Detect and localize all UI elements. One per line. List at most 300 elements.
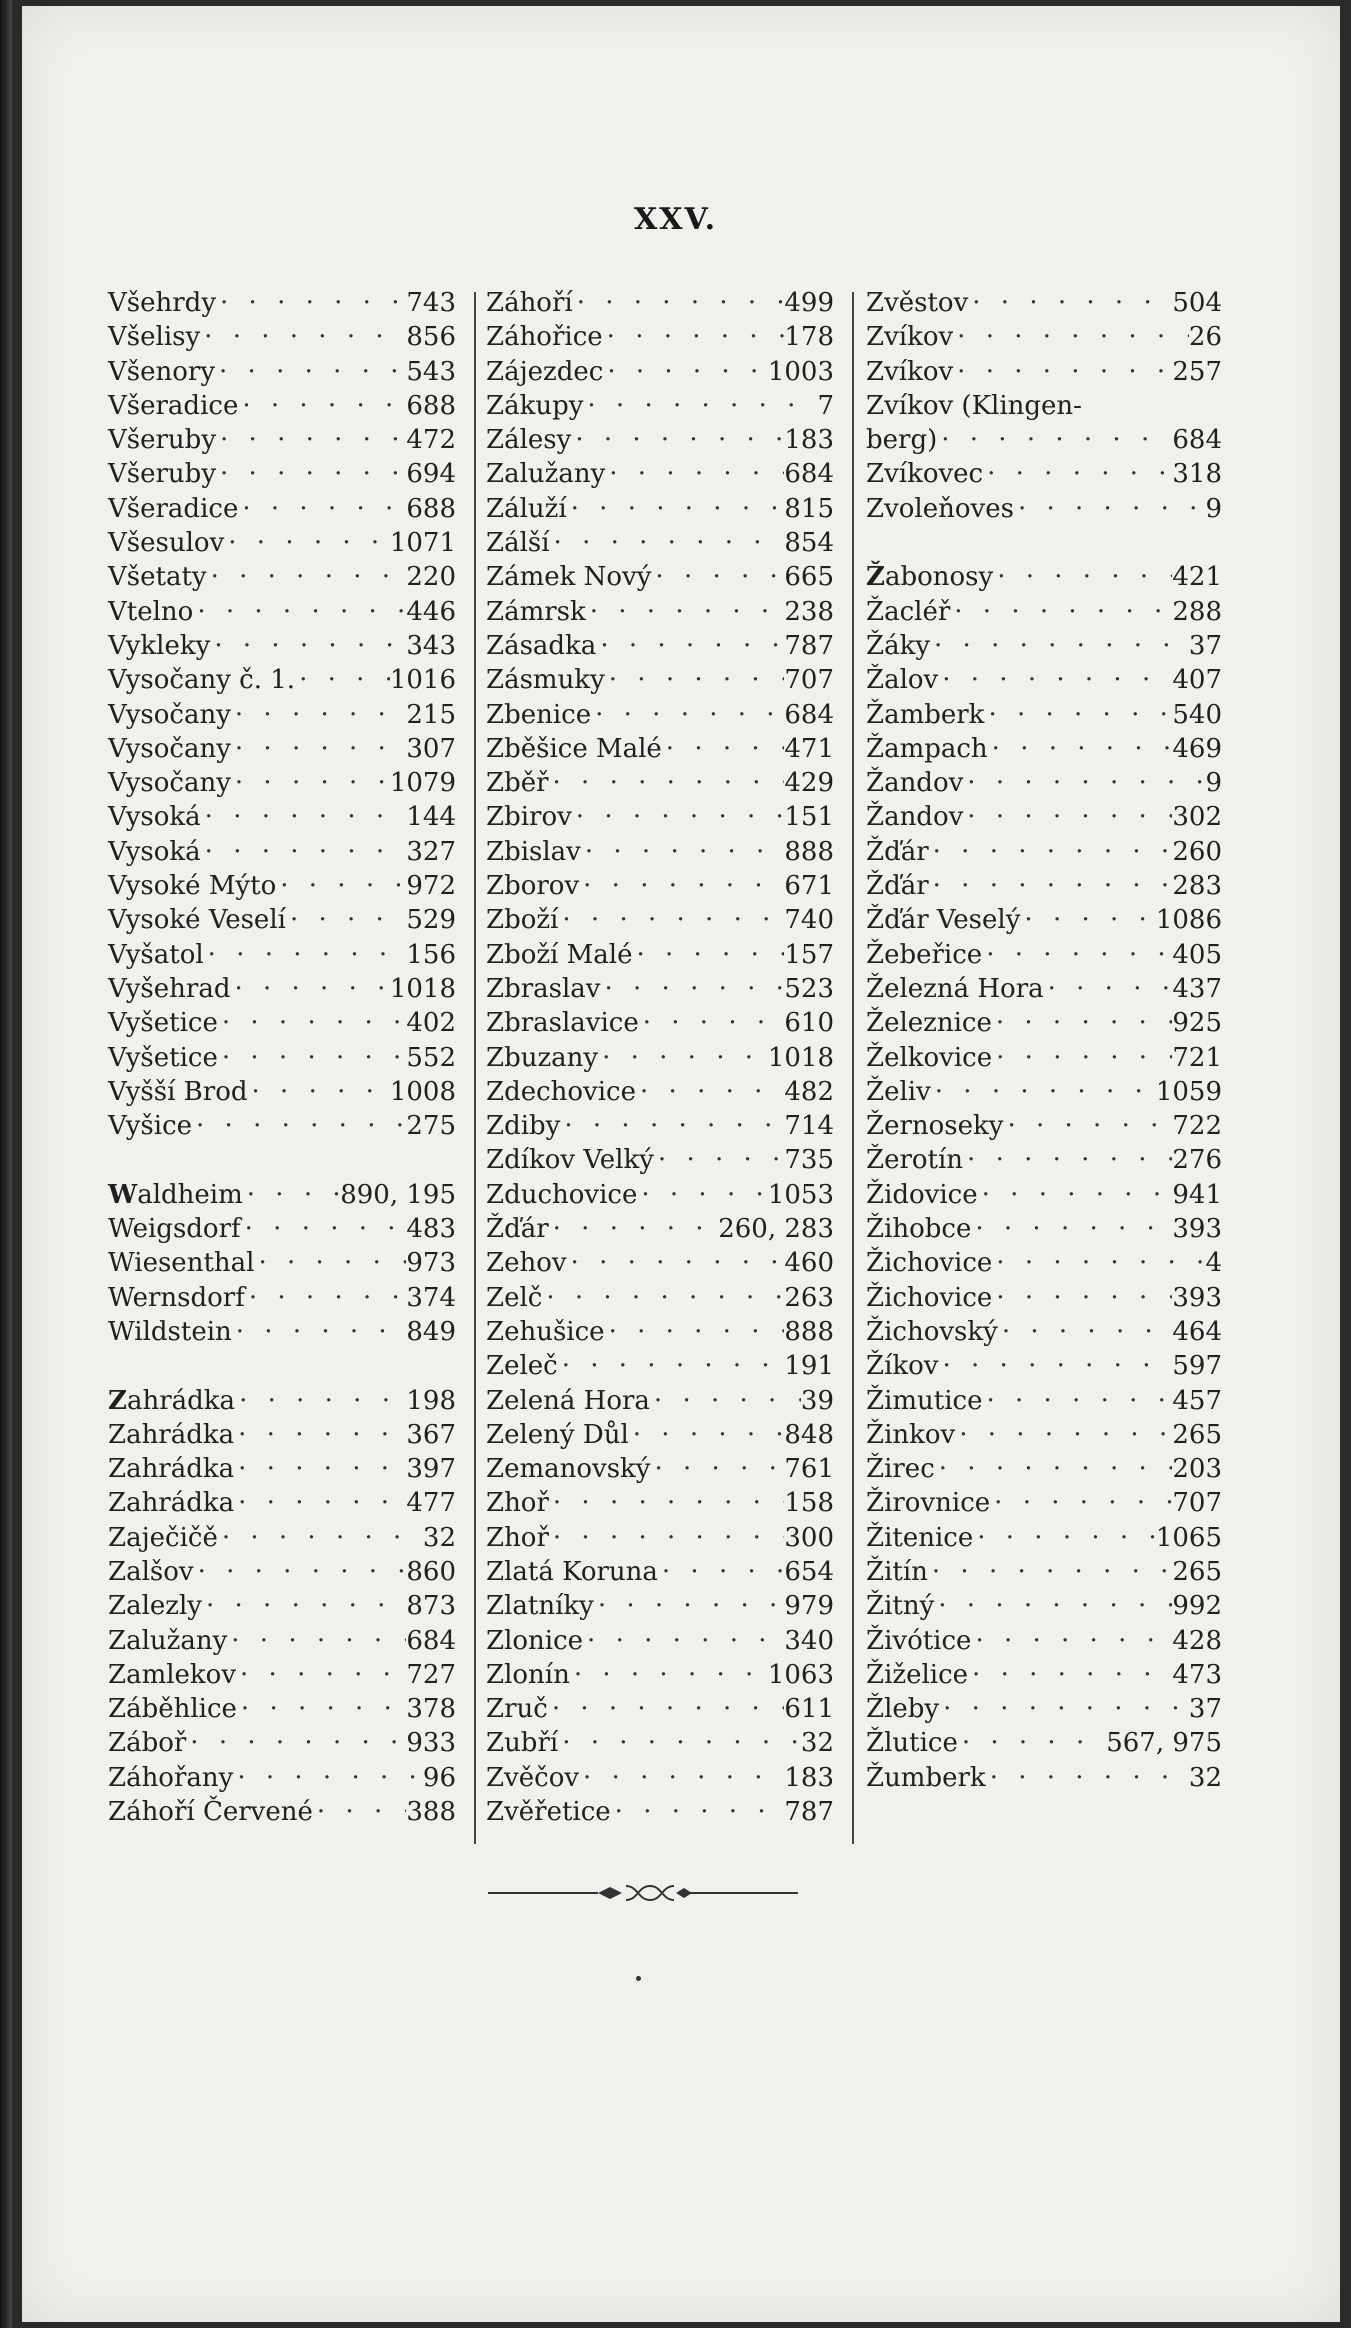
leader-dots <box>207 560 407 594</box>
index-entry <box>866 1692 1222 1726</box>
index-entry <box>108 800 456 834</box>
leader-dots <box>1014 492 1206 526</box>
index-entry <box>108 1281 456 1315</box>
page-reference: 735 <box>784 1145 834 1176</box>
index-entry <box>486 938 834 972</box>
place-name: Zvěřetice <box>486 1797 611 1828</box>
leader-dots <box>194 1555 407 1589</box>
place-name: Zalužany <box>486 459 606 490</box>
leader-dots <box>637 1178 767 1212</box>
index-entry <box>486 1521 834 1555</box>
place-name: Zduchovice <box>486 1179 638 1210</box>
page-reference: 1059 <box>1155 1076 1222 1107</box>
page-reference: 429 <box>784 768 834 799</box>
leader-dots <box>313 1795 406 1829</box>
place-name: Zdechovice <box>486 1076 637 1107</box>
leader-dots <box>982 938 1172 972</box>
leader-dots <box>558 1726 801 1760</box>
index-entry <box>108 1041 456 1075</box>
leader-dots <box>238 492 406 526</box>
place-name: Vysočany <box>108 768 231 799</box>
index-entry <box>108 1486 456 1520</box>
leader-dots <box>570 1658 768 1692</box>
leader-dots <box>937 423 1172 457</box>
leader-dots <box>1082 389 1222 423</box>
leader-dots <box>234 1418 406 1452</box>
index-entry <box>108 835 456 869</box>
place-name: Zbirov <box>486 802 572 833</box>
leader-dots <box>963 1143 1172 1177</box>
index-entry <box>866 355 1222 389</box>
place-name: Zalužany <box>108 1625 228 1656</box>
footer-ornament <box>488 1882 798 1904</box>
column-divider-1 <box>474 292 476 1844</box>
index-entry <box>486 1246 834 1280</box>
place-name: Zbraslavice <box>486 1008 639 1039</box>
place-name: Zbuzany <box>486 1042 599 1073</box>
place-name: Všeradice <box>108 390 239 421</box>
page-reference: 469 <box>1172 733 1222 764</box>
place-name: Zahrádka <box>108 1419 235 1450</box>
index-entry <box>486 1349 834 1383</box>
page-reference: 483 <box>406 1214 456 1245</box>
place-name: Zahrádka <box>108 1385 236 1416</box>
page-reference: 854 <box>784 528 834 559</box>
index-entry <box>108 903 456 937</box>
leader-dots <box>963 800 1172 834</box>
place-name: Zamlekov <box>108 1659 237 1690</box>
page-reference: 437 <box>1172 973 1222 1004</box>
page-reference: 567, 975 <box>1106 1728 1222 1759</box>
leader-dots <box>971 1212 1172 1246</box>
index-entry <box>108 1658 456 1692</box>
page-reference: 151 <box>784 802 834 833</box>
index-entry <box>486 355 834 389</box>
page-reference: 183 <box>784 1762 834 1793</box>
leader-dots <box>658 1555 784 1589</box>
index-entry <box>486 389 834 423</box>
page-reference: 671 <box>784 871 834 902</box>
index-entry <box>108 560 456 594</box>
index-entry <box>866 663 1222 697</box>
place-name: Záhořany <box>108 1762 234 1793</box>
page-reference: 722 <box>1172 1111 1222 1142</box>
page-reference: 340 <box>784 1625 834 1656</box>
index-entry <box>486 320 834 354</box>
page-reference: 1003 <box>767 356 834 387</box>
place-name: Záhoří <box>486 288 573 318</box>
place-name: Vyšetice <box>108 1042 218 1073</box>
page-reference: 32 <box>800 1728 834 1759</box>
index-entry <box>486 1418 834 1452</box>
index-entry <box>108 732 456 766</box>
leader-dots <box>216 457 406 491</box>
leader-dots <box>567 1246 785 1280</box>
page-reference: 307 <box>406 733 456 764</box>
page-reference: 873 <box>406 1591 456 1622</box>
place-name: Zásmuky <box>486 665 605 696</box>
place-name: Žinkov <box>866 1419 956 1450</box>
page-reference: 215 <box>406 699 456 730</box>
page-reference: 471 <box>784 733 834 764</box>
leader-dots <box>581 835 784 869</box>
place-name: Vysoké Mýto <box>108 871 277 902</box>
place-name: Weigsdorf <box>108 1214 241 1245</box>
leader-dots <box>201 835 407 869</box>
leader-dots <box>992 1246 1205 1280</box>
leader-dots <box>550 526 785 560</box>
leader-dots <box>651 560 784 594</box>
leader-dots <box>605 663 785 697</box>
page-reference: 457 <box>1172 1385 1222 1416</box>
leader-dots <box>295 663 390 697</box>
place-name: Zhoř <box>486 1522 549 1553</box>
place-name: Žichovice <box>866 1248 993 1279</box>
page-reference: 446 <box>406 596 456 627</box>
index-entry <box>866 732 1222 766</box>
page-reference: 787 <box>784 1797 834 1828</box>
leader-dots <box>230 972 389 1006</box>
leader-dots <box>186 1726 406 1760</box>
index-column-1 <box>108 286 456 1829</box>
page-reference: 265 <box>1172 1556 1222 1587</box>
index-entry <box>486 1041 834 1075</box>
place-name: Zámek Nový <box>486 562 652 593</box>
leader-dots <box>928 1555 1172 1589</box>
index-entry <box>866 1384 1222 1418</box>
leader-dots <box>549 1521 784 1555</box>
section-spacer <box>866 526 1222 560</box>
leader-dots <box>286 903 406 937</box>
leader-dots <box>603 355 768 389</box>
page-reference: 4 <box>1205 1248 1222 1279</box>
index-entry <box>108 972 456 1006</box>
page-reference: 7 <box>817 390 834 421</box>
leader-dots <box>579 1761 784 1795</box>
page-reference: 1086 <box>1155 905 1222 936</box>
page-reference: 707 <box>784 665 834 696</box>
index-entry <box>486 698 834 732</box>
index-entry <box>486 972 834 1006</box>
index-entry <box>486 1315 834 1349</box>
index-entry <box>108 1212 456 1246</box>
page-reference: 543 <box>406 356 456 387</box>
leader-dots <box>594 1589 785 1623</box>
leader-dots <box>579 869 784 903</box>
index-entry <box>866 1109 1222 1143</box>
leader-dots <box>216 423 406 457</box>
index-entry <box>486 1486 834 1520</box>
leader-dots <box>224 526 390 560</box>
place-name: Zehušice <box>486 1316 605 1347</box>
place-name: Židovice <box>866 1179 978 1210</box>
leader-dots <box>973 1521 1156 1555</box>
page-reference: 191 <box>784 1351 834 1382</box>
leader-dots <box>549 1486 784 1520</box>
index-entry <box>866 1658 1222 1692</box>
index-entry <box>108 1418 456 1452</box>
place-name: Zelená Hora <box>486 1385 650 1416</box>
index-entry <box>486 595 834 629</box>
place-name: Žandov <box>866 802 964 833</box>
leader-dots <box>204 938 407 972</box>
leader-dots <box>992 1006 1172 1040</box>
index-entry <box>486 1178 834 1212</box>
index-entry <box>486 869 834 903</box>
page-reference: 402 <box>406 1008 456 1039</box>
place-name: Žernoseky <box>866 1111 1004 1142</box>
index-column-2 <box>486 286 834 1829</box>
index-entry <box>486 800 834 834</box>
leader-dots <box>971 1624 1172 1658</box>
page-reference: 1018 <box>389 973 456 1004</box>
index-entry <box>486 663 834 697</box>
page-reference: 263 <box>784 1282 834 1313</box>
page-reference: 761 <box>784 1454 834 1485</box>
leader-dots <box>276 869 406 903</box>
page-reference: 714 <box>784 1111 834 1142</box>
index-entry <box>108 1521 456 1555</box>
page-reference: 477 <box>406 1488 456 1519</box>
page-reference: 856 <box>406 322 456 353</box>
place-name: Zálesy <box>486 425 572 456</box>
index-entry <box>486 423 834 457</box>
leader-dots <box>232 1315 407 1349</box>
index-entry <box>108 389 456 423</box>
leader-dots <box>231 732 406 766</box>
leader-dots <box>558 903 784 937</box>
place-name: Zaječičě <box>108 1522 218 1553</box>
place-name: Zruč <box>486 1694 548 1725</box>
place-name: Zboží Malé <box>486 939 633 970</box>
page-reference: 158 <box>784 1488 834 1519</box>
page-reference: 740 <box>784 905 834 936</box>
index-entry <box>108 663 456 697</box>
page-reference: 1053 <box>767 1179 834 1210</box>
place-name: Zvíkov (Klingen- <box>866 390 1082 421</box>
index-entry <box>486 1761 834 1795</box>
index-entry <box>866 1418 1222 1452</box>
leader-dots <box>248 1075 390 1109</box>
place-name: Vyšehrad <box>108 973 231 1004</box>
place-name: Zeleč <box>486 1351 558 1382</box>
place-name: Žacléř <box>866 596 951 627</box>
leader-dots <box>998 1315 1173 1349</box>
page-reference: 276 <box>1172 1145 1222 1176</box>
leader-dots <box>929 869 1173 903</box>
place-name: Žďár <box>486 1214 549 1245</box>
index-entry <box>866 1521 1222 1555</box>
place-name: Žandov <box>866 768 964 799</box>
place-name: Zvíkovec <box>866 459 984 490</box>
leader-dots <box>572 800 785 834</box>
place-name: Zhoř <box>486 1488 549 1519</box>
page-reference: 9 <box>1205 493 1222 524</box>
index-entry <box>486 766 834 800</box>
leader-dots <box>611 1795 785 1829</box>
index-entry <box>866 1075 1222 1109</box>
place-name: Žabonosy <box>866 562 994 593</box>
index-entry <box>108 492 456 526</box>
index-entry <box>486 1075 834 1109</box>
place-name: Všeradice <box>108 493 239 524</box>
page-reference: 26 <box>1188 322 1222 353</box>
index-entry <box>486 526 834 560</box>
page-reference: 393 <box>1172 1282 1222 1313</box>
place-name: Záběhlice <box>108 1694 237 1725</box>
place-name: Žáky <box>866 630 931 661</box>
page-reference: 472 <box>406 425 456 456</box>
page-reference: 198 <box>406 1385 456 1416</box>
index-entry <box>866 1624 1222 1658</box>
place-name: Všeruby <box>108 459 217 490</box>
index-entry <box>866 1006 1222 1040</box>
page-reference: 888 <box>784 836 834 867</box>
place-name: Žirovnice <box>866 1488 991 1519</box>
index-entry <box>486 1143 834 1177</box>
index-entry <box>486 1452 834 1486</box>
place-name: Železná Hora <box>866 973 1044 1004</box>
page-reference: 238 <box>784 596 834 627</box>
page-reference: 973 <box>406 1248 456 1279</box>
leader-dots <box>200 320 406 354</box>
page-reference: 265 <box>1172 1419 1222 1450</box>
index-entry <box>866 1212 1222 1246</box>
leader-dots <box>192 1109 406 1143</box>
leader-dots <box>573 286 785 320</box>
leader-dots <box>938 663 1172 697</box>
page-reference: 300 <box>784 1522 834 1553</box>
footer-dot <box>636 1976 641 1981</box>
place-name: Zahrádka <box>108 1488 235 1519</box>
leader-dots <box>983 1384 1173 1418</box>
page-reference: 849 <box>406 1316 456 1347</box>
leader-dots <box>227 1624 406 1658</box>
place-name: Žichovský <box>866 1316 998 1347</box>
leader-dots <box>237 1692 406 1726</box>
index-entry <box>108 526 456 560</box>
index-entry <box>866 1143 1222 1177</box>
place-name: Žitný <box>866 1591 935 1622</box>
place-name: Zemanovský <box>486 1454 651 1485</box>
leader-dots <box>955 1418 1172 1452</box>
index-entry <box>486 457 834 491</box>
page-reference: 727 <box>406 1659 456 1690</box>
leader-dots <box>598 1041 768 1075</box>
index-entry <box>866 457 1222 491</box>
page-reference: 260 <box>1172 836 1222 867</box>
index-entry <box>866 1761 1222 1795</box>
leader-dots <box>583 389 817 423</box>
leader-dots <box>218 1521 423 1555</box>
place-name: Zálší <box>486 528 550 559</box>
place-name: berg) <box>866 425 938 456</box>
page-reference: 260, 283 <box>718 1214 834 1245</box>
place-name: Žichovice <box>866 1282 993 1313</box>
index-entry <box>108 629 456 663</box>
place-name: Žihobce <box>866 1214 972 1245</box>
page-reference: 1018 <box>767 1042 834 1073</box>
index-entry <box>866 492 1222 526</box>
page-reference: 275 <box>406 1111 456 1142</box>
index-entry <box>866 320 1222 354</box>
page-reference: 499 <box>784 288 834 318</box>
page-reference: 860 <box>406 1556 456 1587</box>
leader-dots <box>235 1384 406 1418</box>
place-name: Želkovice <box>866 1042 993 1073</box>
index-entry <box>108 1452 456 1486</box>
page-reference: 540 <box>1172 699 1222 730</box>
leader-dots <box>216 286 406 320</box>
index-entry <box>866 595 1222 629</box>
place-name: Zájezdec <box>486 356 604 387</box>
index-entry <box>866 1452 1222 1486</box>
place-name: Zvěčov <box>486 1762 580 1793</box>
index-entry <box>486 835 834 869</box>
place-name: Zelený Důl <box>486 1419 629 1450</box>
leader-dots <box>1020 903 1155 937</box>
leader-dots <box>571 423 784 457</box>
index-entry <box>486 903 834 937</box>
place-name: Vysočany č. 1. <box>108 665 296 696</box>
index-entry <box>866 869 1222 903</box>
page-reference: 707 <box>1172 1488 1222 1519</box>
index-entry <box>108 1624 456 1658</box>
page-reference: 979 <box>784 1591 834 1622</box>
leader-dots <box>992 1281 1172 1315</box>
page-reference: 318 <box>1172 459 1222 490</box>
place-name: Žlutice <box>866 1728 958 1759</box>
place-name: Záboř <box>108 1728 187 1759</box>
index-entry <box>866 423 1222 457</box>
index-entry <box>108 1726 456 1760</box>
place-name: Zalezly <box>108 1591 202 1622</box>
leader-dots <box>953 355 1172 389</box>
place-name: Žitín <box>866 1556 928 1587</box>
index-entry <box>108 1246 456 1280</box>
leader-dots <box>629 1418 785 1452</box>
leader-dots <box>234 1452 406 1486</box>
leader-dots <box>632 938 784 972</box>
leader-dots <box>238 389 406 423</box>
place-name: Zbenice <box>486 699 592 730</box>
page-reference: 1065 <box>1155 1522 1222 1553</box>
page-reference: 203 <box>1172 1454 1222 1485</box>
leader-dots <box>243 1178 340 1212</box>
index-entry <box>866 286 1222 320</box>
page-reference: 144 <box>406 802 456 833</box>
place-name: Zámrsk <box>486 596 586 627</box>
leader-dots <box>560 1109 784 1143</box>
leader-dots <box>596 629 784 663</box>
place-name: Vysoká <box>108 802 201 833</box>
index-entry <box>486 732 834 766</box>
leader-dots <box>978 1178 1173 1212</box>
index-entry <box>108 1384 456 1418</box>
place-name: Zlatníky <box>486 1591 594 1622</box>
place-name: Zlonice <box>486 1625 584 1656</box>
place-name: Zboží <box>486 905 559 936</box>
place-name: Zelč <box>486 1282 543 1313</box>
page-reference: 220 <box>406 562 456 593</box>
place-name: Waldheim <box>108 1179 243 1210</box>
place-name: Žďár <box>866 871 929 902</box>
page-reference: 32 <box>422 1522 456 1553</box>
index-entry <box>866 1349 1222 1383</box>
place-name: Všetaty <box>108 562 207 593</box>
index-entry <box>108 698 456 732</box>
page-reference: 343 <box>406 630 456 661</box>
